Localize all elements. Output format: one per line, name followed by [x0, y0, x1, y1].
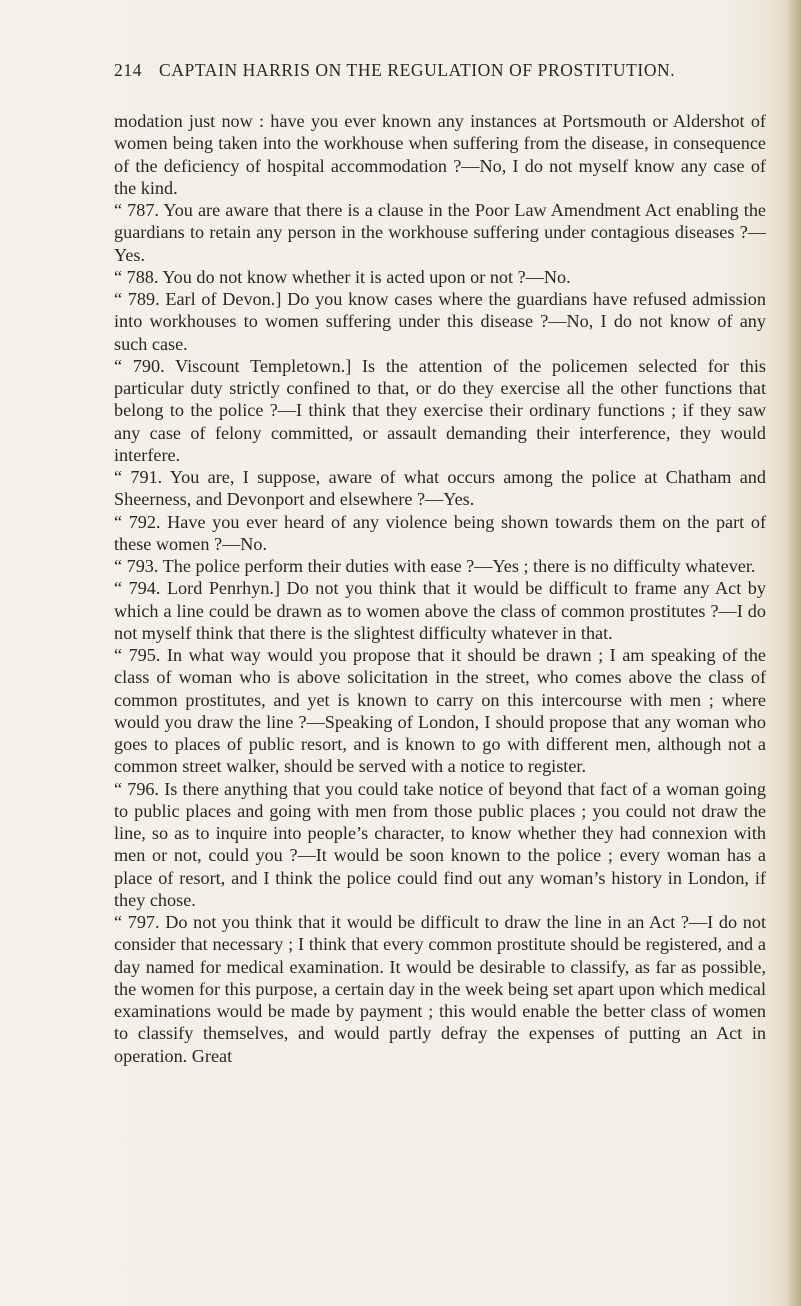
paragraph: “ 792. Have you ever heard of any violence being shown towards them on the part of these women ?—No. [114, 511, 766, 554]
running-title: CAPTAIN HARRIS ON THE REGULATION OF PROSTITUTION. [159, 60, 676, 80]
paragraph: “ 790. Viscount Templetown.] Is the attention of the policemen selected for this particular duty strictly confined to that, or do they exercise all the other functions that belong to the police ?—I think that they exercise their ordinary functions ; if they saw any case of felony committed, or assault demanding their interference, they would interfere. [114, 355, 766, 465]
paragraph: “ 791. You are, I suppose, aware of what occurs among the police at Chatham and Sheerness, and Devonport and elsewhere ?—Yes. [114, 467, 766, 510]
page-number: 214 [114, 60, 143, 80]
paragraph: “ 787. You are aware that there is a clause in the Poor Law Amendment Act enabling the guardians to retain any person in the workhouse suffering under contagious diseases ?—Yes. [114, 200, 766, 265]
paragraph: “ 794. Lord Penrhyn.] Do not you think that it would be difficult to frame any Act by which a line could be drawn as to women above the class of common prostitutes ?—I do not myself think that there is the slightest difficulty whatever in that. [114, 578, 766, 643]
page-edge-shadow [787, 0, 801, 1306]
paragraph: “ 788. You do not know whether it is acted upon or not ?—No. [114, 266, 571, 287]
body-text [114, 110, 766, 1067]
paragraph: “ 797. Do not you think that it would be difficult to draw the line in an Act ?—I do not consider that necessary ; I think that every common prostitute should be registered, and a day named for medical examination. It would be desirable to classify, as far as possible, the women for this purpose, a certain day in the week being set apart upon which medical examinations would be made by payment ; this would enable the better class of women to classify themselves, and would partly defray the expenses of putting an Act in operation. Great [114, 912, 767, 1066]
paragraph: “ 793. The police perform their duties with ease ?—Yes ; there is no difficulty whatever. [114, 556, 756, 576]
paragraph: “ 795. In what way would you propose that it should be drawn ; I am speaking of the class of woman who is above solicitation in the street, who comes above the class of common prostitutes, and yet is known to carry on this intercourse with men ; where would you draw the line ?—Speaking of London, I should propose that any woman who goes to places of public resort, and is known to go with different men, although not a common street walker, should be served with a notice to register. [114, 645, 766, 777]
paragraph: “ 796. Is there anything that you could take notice of beyond that fact of a woman going to public places and going with men from those public places ; you could not draw the line, so as to inquire into people’s character, to know whether they had connexion with men or not, could you ?—It would be soon known to the police ; every woman has a place of resort, and I think the police could find out any woman’s history in London, if they chose. [114, 778, 766, 910]
paragraph: modation just now : have you ever known any instances at Portsmouth or Aldershot of women being taken into the workhouse when suffering from the disease, in consequence of the deficiency of hospital accommodation ?—No, I do not myself know any case of the kind. [114, 111, 766, 198]
running-header [114, 60, 754, 86]
paragraph: “ 789. Earl of Devon.] Do you know cases where the guardians have refused admission into workhouses to women suffering under this disease ?—No, I do not know of any such case. [114, 289, 766, 354]
